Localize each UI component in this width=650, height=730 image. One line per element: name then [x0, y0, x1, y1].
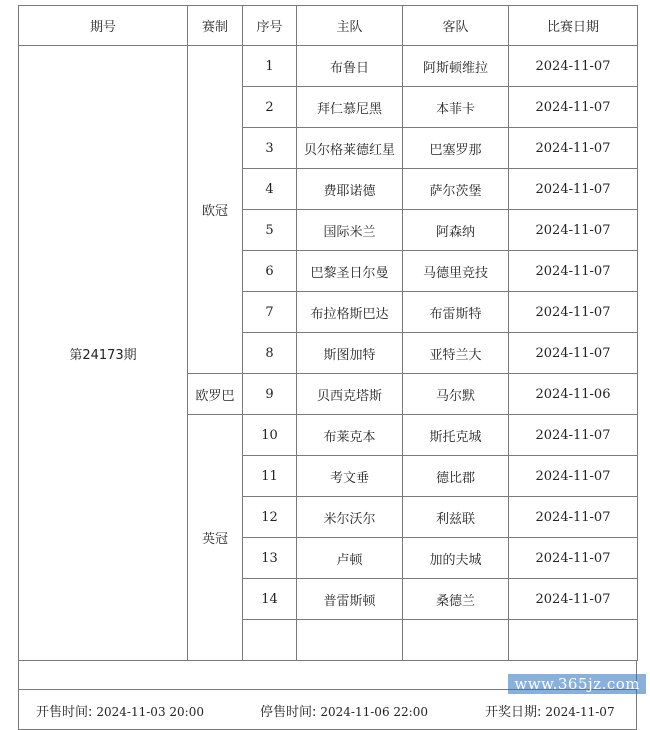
match-date-cell: 2024-11-07 [509, 333, 638, 374]
match-date-cell: 2024-11-07 [509, 46, 638, 87]
away-team-cell: 利兹联 [403, 497, 509, 538]
sale-info-footer [18, 690, 637, 730]
seq-cell: 11 [243, 456, 297, 497]
match-schedule-table [18, 5, 638, 661]
match-date-cell: 2024-11-07 [509, 251, 638, 292]
draw-date [485, 701, 615, 720]
home-team-cell: 贝尔格莱德红星 [297, 128, 403, 169]
seq-cell: 5 [243, 210, 297, 251]
period-cell: 第24173期 [19, 46, 188, 661]
sale-start-value: 2024-11-03 20:00 [96, 705, 204, 719]
seq-cell: 14 [243, 579, 297, 620]
away-team-cell: 马德里竞技 [403, 251, 509, 292]
home-team-cell: 布鲁日 [297, 46, 403, 87]
home-team-cell: 国际米兰 [297, 210, 403, 251]
home-team-cell: 斯图加特 [297, 333, 403, 374]
seq-cell: 7 [243, 292, 297, 333]
away-team-cell: 亚特兰大 [403, 333, 509, 374]
match-date-cell: 2024-11-07 [509, 87, 638, 128]
home-team-cell: 布拉格斯巴达 [297, 292, 403, 333]
competition-cell-uel: 欧罗巴 [188, 374, 243, 415]
header-seq: 序号 [243, 6, 297, 46]
sale-stop-value: 2024-11-06 22:00 [320, 705, 428, 719]
sale-stop [260, 701, 428, 720]
home-team-cell: 费耶诺德 [297, 169, 403, 210]
match-date-cell: 2024-11-07 [509, 456, 638, 497]
away-team-cell: 马尔默 [403, 374, 509, 415]
empty-cell [243, 620, 297, 661]
seq-cell: 6 [243, 251, 297, 292]
seq-cell: 8 [243, 333, 297, 374]
header-period: 期号 [19, 6, 188, 46]
seq-cell: 13 [243, 538, 297, 579]
empty-cell [509, 620, 638, 661]
match-date-cell: 2024-11-07 [509, 210, 638, 251]
site-watermark: www.365jz.com [508, 674, 646, 694]
home-team-cell: 布莱克本 [297, 415, 403, 456]
competition-cell-ucl: 欧冠 [188, 46, 243, 374]
header-row [19, 6, 638, 46]
seq-cell: 9 [243, 374, 297, 415]
away-team-cell: 桑德兰 [403, 579, 509, 620]
draw-date-value: 2024-11-07 [545, 705, 615, 719]
home-team-cell: 卢顿 [297, 538, 403, 579]
away-team-cell: 斯托克城 [403, 415, 509, 456]
away-team-cell: 本菲卡 [403, 87, 509, 128]
match-date-cell: 2024-11-07 [509, 579, 638, 620]
home-team-cell: 普雷斯顿 [297, 579, 403, 620]
home-team-cell: 考文垂 [297, 456, 403, 497]
away-team-cell: 阿森纳 [403, 210, 509, 251]
match-date-cell: 2024-11-07 [509, 415, 638, 456]
header-away: 客队 [403, 6, 509, 46]
match-date-cell: 2024-11-06 [509, 374, 638, 415]
away-team-cell: 德比郡 [403, 456, 509, 497]
header-competition: 赛制 [188, 6, 243, 46]
draw-date-label: 开奖日期: [485, 705, 542, 720]
seq-cell: 4 [243, 169, 297, 210]
seq-cell: 1 [243, 46, 297, 87]
schedule-sheet [18, 5, 637, 730]
sale-stop-label: 停售时间: [260, 705, 317, 720]
match-date-cell: 2024-11-07 [509, 292, 638, 333]
table-row [19, 46, 638, 87]
seq-cell: 12 [243, 497, 297, 538]
away-team-cell: 加的夫城 [403, 538, 509, 579]
sale-start [36, 701, 204, 720]
match-date-cell: 2024-11-07 [509, 538, 638, 579]
home-team-cell: 贝西克塔斯 [297, 374, 403, 415]
away-team-cell: 萨尔茨堡 [403, 169, 509, 210]
seq-cell: 3 [243, 128, 297, 169]
seq-cell: 2 [243, 87, 297, 128]
match-date-cell: 2024-11-07 [509, 128, 638, 169]
competition-cell-epl: 英冠 [188, 415, 243, 661]
empty-cell [403, 620, 509, 661]
sale-start-label: 开售时间: [36, 705, 93, 720]
away-team-cell: 布雷斯特 [403, 292, 509, 333]
away-team-cell: 阿斯顿维拉 [403, 46, 509, 87]
empty-cell [297, 620, 403, 661]
header-home: 主队 [297, 6, 403, 46]
match-date-cell: 2024-11-07 [509, 169, 638, 210]
header-date: 比赛日期 [509, 6, 638, 46]
home-team-cell: 拜仁慕尼黑 [297, 87, 403, 128]
away-team-cell: 巴塞罗那 [403, 128, 509, 169]
seq-cell: 10 [243, 415, 297, 456]
home-team-cell: 巴黎圣日尔曼 [297, 251, 403, 292]
home-team-cell: 米尔沃尔 [297, 497, 403, 538]
match-date-cell: 2024-11-07 [509, 497, 638, 538]
